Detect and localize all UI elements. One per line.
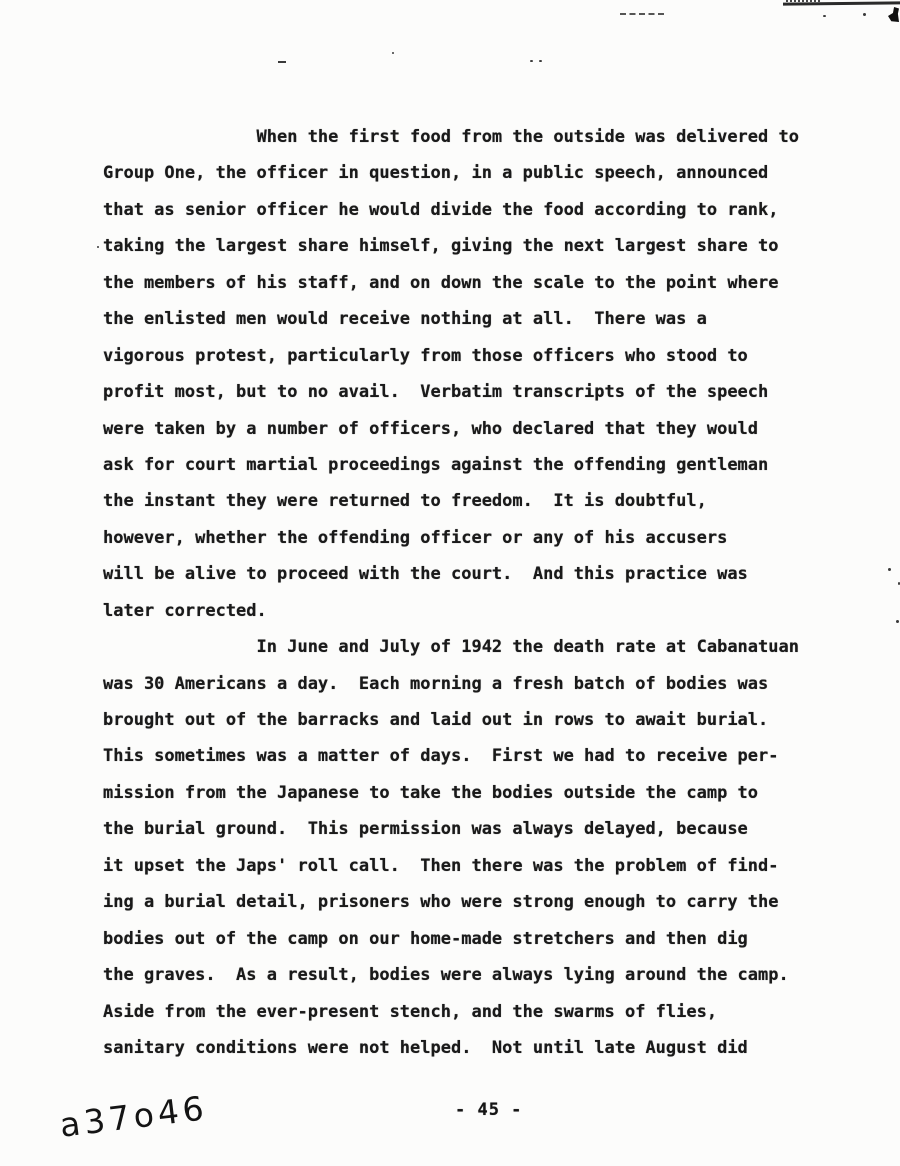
scan-speck	[278, 61, 286, 63]
scan-speck	[896, 620, 899, 623]
text-line: This sometimes was a matter of days. First we had to receive per-	[103, 746, 779, 767]
scan-artifact-corner-blob	[888, 7, 899, 22]
handwritten-annotation: a37o46	[57, 1088, 210, 1145]
page-number: - 45 -	[455, 1100, 523, 1120]
scan-artifact-top-dotted-line	[786, 0, 820, 2]
text-line: the graves. As a result, bodies were always lying around the camp.	[103, 965, 789, 986]
text-line: bodies out of the camp on our home-made stretchers and then dig	[103, 928, 748, 949]
scan-speck	[823, 15, 826, 17]
text-line: the members of his staff, and on down the scale to the point where	[103, 272, 779, 293]
scan-speck	[863, 13, 866, 16]
scan-speck	[888, 568, 891, 571]
text-line: will be alive to proceed with the court. And this practice was	[103, 564, 748, 585]
text-line: later corrected.	[103, 600, 267, 621]
text-line: When the first food from the outside was delivered to	[103, 127, 799, 147]
text-line: were taken by a number of officers, who declared that they would	[103, 418, 759, 439]
text-line: Group One, the officer in question, in a public speech, announced	[103, 163, 769, 184]
text-line: the instant they were returned to freedom. It is doubtful,	[103, 491, 707, 512]
text-line: ing a burial detail, prisoners who were strong enough to carry the	[103, 892, 779, 913]
text-line: was 30 Americans a day. Each morning a fresh batch of bodies was	[103, 673, 769, 694]
text-line: ask for court martial proceedings against the offending gentleman	[103, 454, 769, 475]
text-line: Aside from the ever-present stench, and the swarms of flies,	[103, 1001, 718, 1022]
page-text	[103, 119, 799, 1066]
text-line: the burial ground. This permission was always delayed, because	[103, 819, 748, 840]
text-line: that as senior officer he would divide the food according to rank,	[103, 199, 779, 220]
text-line: profit most, but to no avail. Verbatim transcripts of the speech	[103, 382, 769, 403]
scan-speck	[530, 60, 533, 62]
scan-artifact-top-line	[783, 1, 900, 5]
scan-speck	[539, 60, 542, 62]
scan-artifact-dash-marks	[620, 13, 664, 15]
scan-speck	[97, 246, 99, 248]
text-line: brought out of the barracks and laid out in rows to await burial.	[103, 710, 769, 730]
text-line: sanitary conditions were not helped. Not until late August did	[103, 1037, 748, 1058]
text-line: In June and July of 1942 the death rate at Cabanatuan	[103, 637, 799, 658]
text-line: taking the largest share himself, giving the next largest share to	[103, 236, 779, 257]
text-line: it upset the Japs' roll call. Then there was the problem of find-	[103, 855, 779, 876]
text-line: the enlisted men would receive nothing at all. There was a	[103, 309, 707, 330]
scan-speck	[392, 52, 394, 54]
text-line: vigorous protest, particularly from those officers who stood to	[103, 345, 748, 366]
text-line: however, whether the offending officer or any of his accusers	[103, 527, 728, 548]
text-line: mission from the Japanese to take the bodies outside the camp to	[103, 782, 759, 803]
